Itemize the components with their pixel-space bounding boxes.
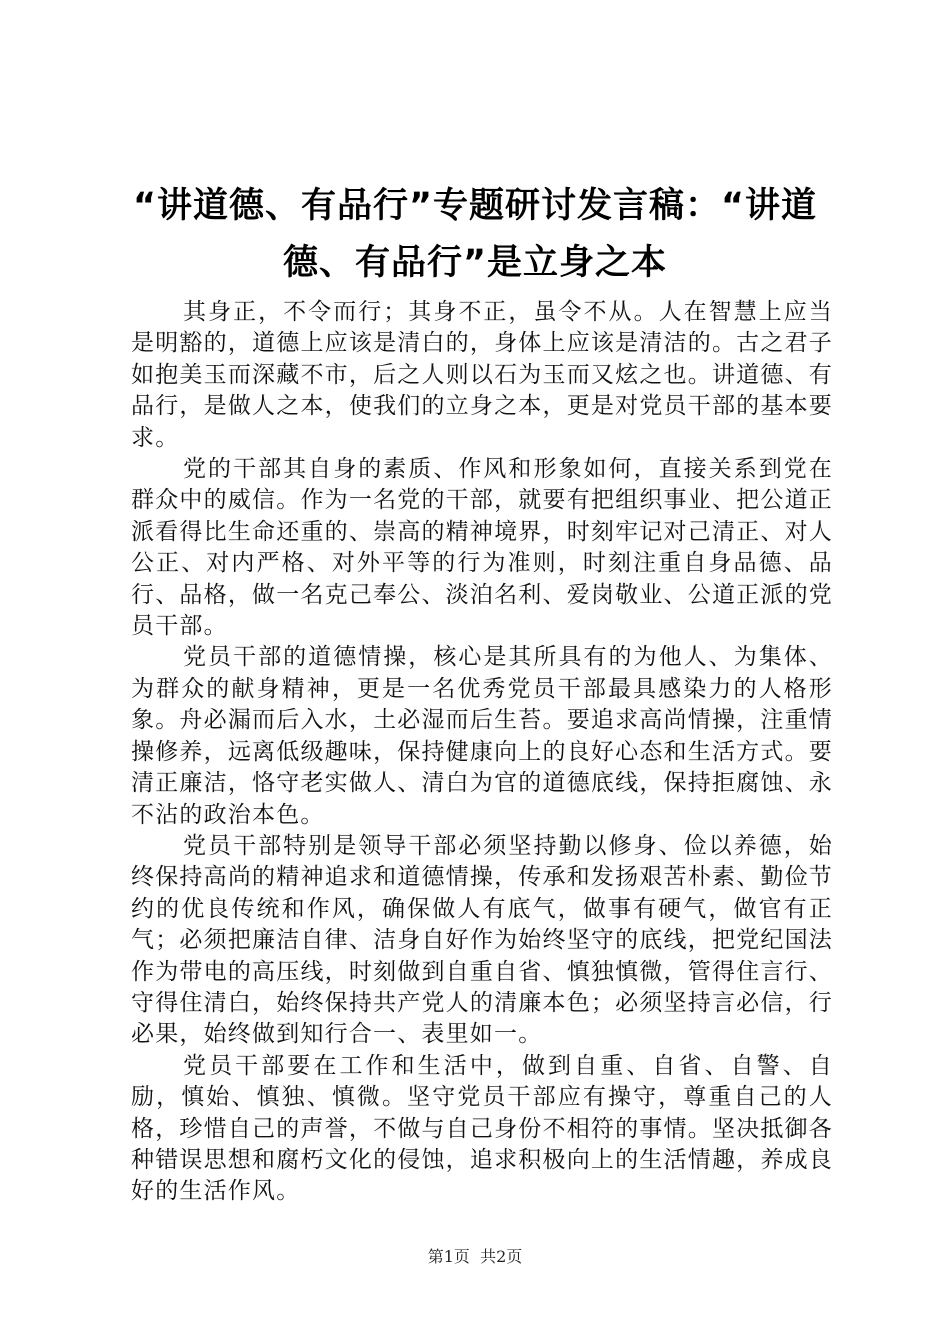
document-title: “讲道德、有品行”专题研讨发言稿：“讲道德、有品行”是立身之本 (132, 186, 817, 283)
paragraph: 党员干部特别是领导干部必须坚持勤以修身、俭以养德，始终保持高尚的精神追求和道德情操，传承和发扬艰苦朴素、勤俭节约的优良传统和作风，确保做人有底气，做事有硬气，做官有正气；必须把廉洁自律、洁身自好作为始终坚守的底线，把党纪国法作为带电的高压线，时刻做到自重自省、慎独慎微，管得住言行、守得住清白，始终保持共产党人的清廉本色；必须坚持言必信，行必果，始终做到知行合一、表里如一。 (131, 832, 833, 1048)
page-number-label: 第1页 共2页 (427, 1247, 523, 1266)
paragraph: 其身正，不令而行；其身不正，虽令不从。人在智慧上应当是明豁的，道德上应该是清白的，身体上应该是清洁的。古之君子如抱美玉而深藏不市，后之人则以石为玉而又炫之也。讲道德、有品行，是做人之本，使我们的立身之本，更是对党员干部的基本要求。 (131, 299, 833, 451)
page-footer (0, 1244, 950, 1267)
document-body (131, 297, 833, 1208)
paragraph: 党员干部的道德情操，核心是其所具有的为他人、为集体、为群众的献身精神，更是一名优秀党员干部最具感染力的人格形象。舟必漏而后入水，土必湿而后生苔。要追求高尚情操，注重情操修养，远离低级趣味，保持健康向上的良好心态和生活方式。要清正廉洁，恪守老实做人、清白为官的道德底线，保持拒腐蚀、永不沾的政治本色。 (131, 644, 833, 828)
paragraph: 党的干部其自身的素质、作风和形象如何，直接关系到党在群众中的威信。作为一名党的干部，就要有把组织事业、把公道正派看得比生命还重的、崇高的精神境界，时刻牢记对己清正、对人公正、对内严格、对外平等的行为准则，时刻注重自身品德、品行、品格，做一名克己奉公、淡泊名利、爱岗敬业、公道正派的党员干部。 (131, 456, 833, 640)
paragraph: 党员干部要在工作和生活中，做到自重、自省、自警、自励，慎始、慎独、慎微。坚守党员干部应有操守，尊重自己的人格，珍惜自己的声誉，不做与自己身份不相符的事情。坚决抵御各种错误思想和腐朽文化的侵蚀，追求积极向上的生活情趣，养成良好的生活作风。 (131, 1052, 833, 1205)
